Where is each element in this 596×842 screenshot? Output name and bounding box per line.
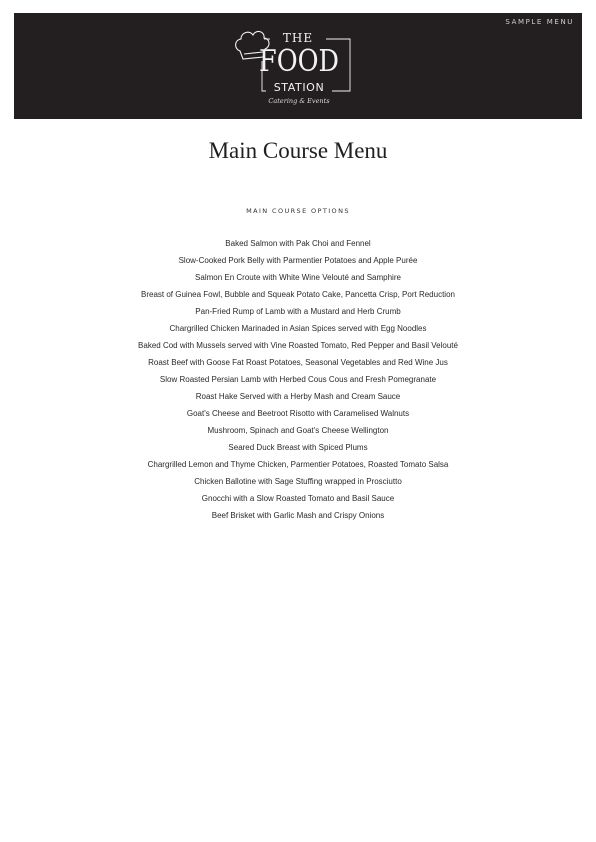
header-banner [14,13,582,119]
menu-item: Chargrilled Chicken Marinaded in Asian Spices served with Egg Noodles [169,324,427,333]
menu-item: Roast Beef with Goose Fat Roast Potatoes, Seasonal Vegetables and Red Wine Jus [148,358,448,367]
menu-item: Beef Brisket with Garlic Mash and Crispy Onions [211,511,385,520]
menu-item: Gnocchi with a Slow Roasted Tomato and Basil Sauce [201,494,395,503]
sample-menu-label: SAMPLE MENU [505,18,574,26]
menu-item-list [0,238,596,527]
menu-item: Baked Cod with Mussels served with Vine Roasted Tomato, Red Pepper and Basil Velouté [138,341,458,350]
logo-text-the: THE [282,31,314,45]
menu-item: Chargrilled Lemon and Thyme Chicken, Parmentier Potatoes, Roasted Tomato Salsa [147,460,449,469]
logo-text-station: STATION [273,81,325,94]
food-station-logo [232,21,362,113]
section-heading: MAIN COURSE OPTIONS [246,207,350,215]
menu-item: Pan-Fried Rump of Lamb with a Mustard and Herb Crumb [195,307,401,316]
menu-item: Roast Hake Served with a Herby Mash and Cream Sauce [195,392,401,401]
menu-item: Slow-Cooked Pork Belly with Parmentier Potatoes and Apple Purée [178,256,418,265]
menu-item: Chicken Ballotine with Sage Stuffing wrapped in Prosciutto [194,477,402,486]
logo-tagline: Catering & Events [268,97,330,105]
menu-item: Seared Duck Breast with Spiced Plums [228,443,368,452]
menu-item: Goat's Cheese and Beetroot Risotto with Caramelised Walnuts [186,409,410,418]
menu-item: Salmon En Croute with White Wine Velouté and Samphire [195,273,401,282]
menu-item: Baked Salmon with Pak Choi and Fennel [225,239,371,248]
page-title: Main Course Menu [208,138,388,163]
logo-text-food: FOOD [259,44,339,79]
menu-item: Breast of Guinea Fowl, Bubble and Squeak Potato Cake, Pancetta Crisp, Port Reduction [141,290,455,299]
menu-item: Slow Roasted Persian Lamb with Herbed Cous Cous and Fresh Pomegranate [159,375,437,384]
menu-item: Mushroom, Spinach and Goat's Cheese Wellington [207,426,389,435]
